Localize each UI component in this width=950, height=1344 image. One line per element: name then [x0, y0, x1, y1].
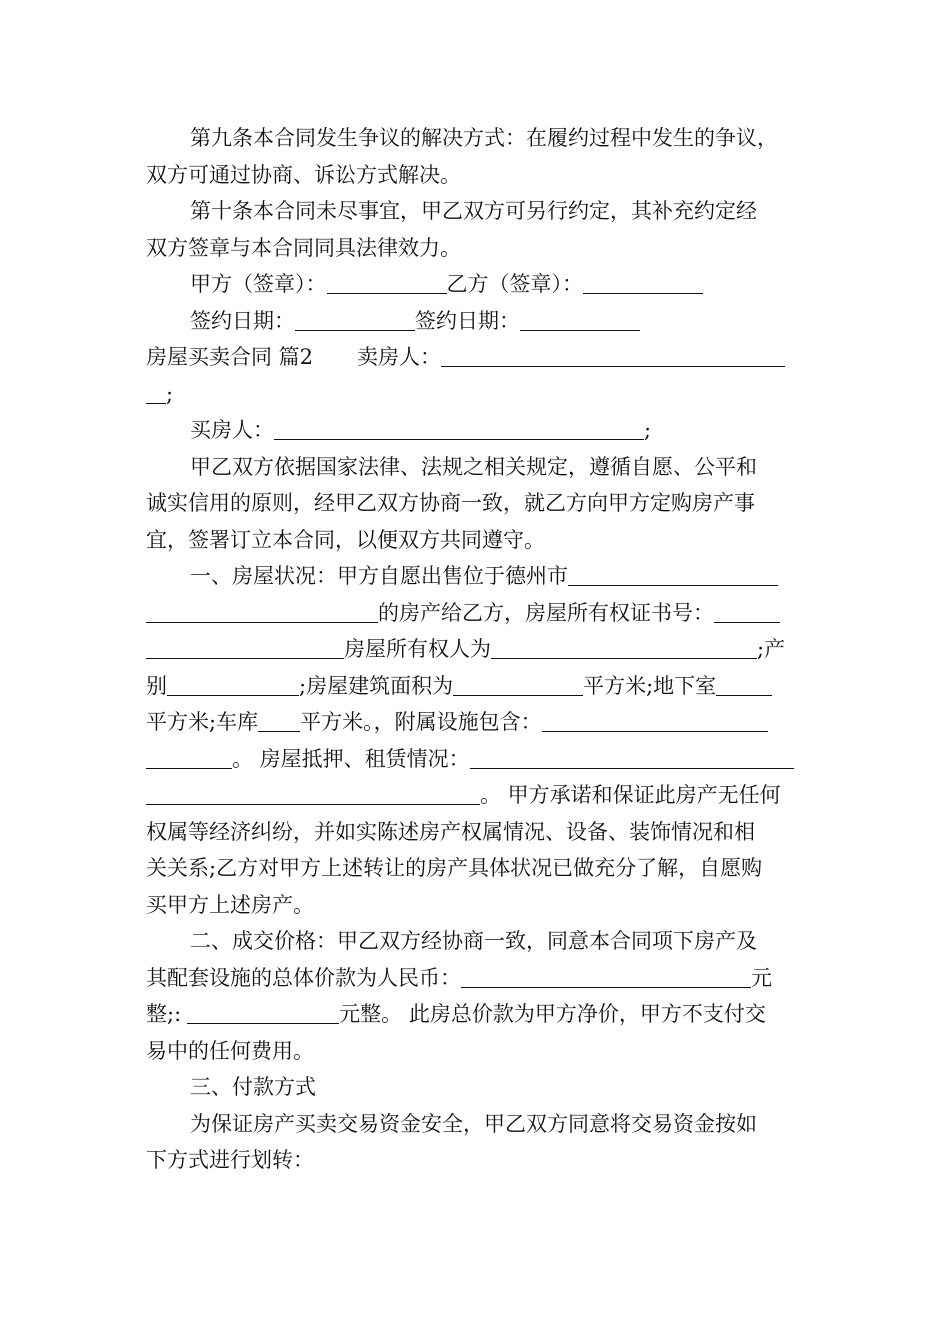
article-10-line-2 [146, 230, 808, 267]
buyer-label: 买房人： [190, 418, 274, 442]
price-whole-label: 整;: [146, 1002, 182, 1026]
garage-blank[interactable] [258, 707, 300, 732]
price-line-2 [146, 960, 808, 997]
buyer-semicolon: ; [644, 418, 652, 442]
guarantee-text: 。 甲方承诺和保证此房产无任何 [480, 783, 781, 807]
house-status-text-9: 关关系;乙方对甲方上述转让的房产具体状况已做充分了解，自愿购 [146, 856, 763, 880]
facilities-blank-continued[interactable] [146, 744, 232, 769]
house-status-line-6 [146, 741, 808, 778]
payment-line-1 [146, 1106, 808, 1143]
price-amount-blank[interactable] [461, 963, 751, 988]
house-status-line-5 [146, 704, 808, 741]
price-text-2: 其配套设施的总体价款为人民币： [146, 965, 461, 990]
article-10-text-1: 第十条本合同未尽事宜，甲乙双方可另行约定，其补充约定经 [190, 199, 757, 223]
party-a-sign-blank[interactable] [327, 269, 447, 294]
house-status-line-7 [146, 777, 808, 814]
article-9-text-1: 第九条本合同发生争议的解决方式：在履约过程中发生的争议， [190, 126, 778, 150]
mortgage-blank-continued[interactable] [146, 780, 480, 805]
seller-label: 卖房人： [357, 345, 442, 369]
price-text-1: 二、成交价格：甲乙双方经协商一致，同意本合同项下房产及 [190, 929, 757, 953]
price-text-3: 元整。 此房总价款为甲方净价，甲方不支付交 [339, 1002, 766, 1026]
house-status-line-3 [146, 631, 808, 668]
payment-line-2 [146, 1142, 808, 1179]
price-line-3 [146, 996, 808, 1033]
price-yuan-label: 元 [751, 965, 772, 990]
garage-label: 平方米;车库 [146, 710, 259, 734]
house-status-text-10: 买甲方上述房产。 [146, 892, 314, 917]
owner-blank[interactable] [491, 634, 757, 659]
certificate-number-blank[interactable] [714, 598, 780, 623]
payment-title: 三、付款方式 [190, 1075, 316, 1099]
property-type-suffix: 别 [146, 673, 167, 698]
house-status-line-1 [146, 558, 808, 595]
price-words-blank[interactable] [187, 999, 339, 1024]
payment-text-2: 下方式进行划转： [146, 1148, 314, 1172]
price-text-4: 易中的任何费用。 [146, 1038, 314, 1063]
property-type-blank[interactable] [167, 671, 299, 696]
area-blank[interactable] [453, 671, 583, 696]
facilities-label: 平方米。，附属设施包含： [300, 710, 542, 734]
basement-label: 平方米;地下室 [583, 673, 717, 698]
house-location-blank-continued[interactable] [146, 598, 378, 623]
owner-label: 房屋所有权人为 [344, 637, 491, 661]
house-status-line-10 [146, 887, 808, 924]
area-label: ;房屋建筑面积为 [299, 673, 454, 698]
sign-date-line [146, 303, 808, 340]
house-status-text-1: 一、房屋状况：甲方自愿出售位于德州市 [190, 564, 568, 588]
signature-line [146, 266, 808, 303]
contract-body [146, 120, 808, 1179]
party-a-sign-label: 甲方（签章）： [190, 272, 327, 296]
article-9-line-1 [146, 120, 808, 157]
house-status-line-8 [146, 814, 808, 851]
seller-continuation-line [146, 376, 808, 413]
intro-text-2: 诚实信用的原则，经甲乙双方协商一致，就乙方向甲方定购房产事 [146, 491, 755, 515]
house-status-text-2: 的房产给乙方，房屋所有权证书号： [378, 600, 714, 625]
mortgage-label: 。 房屋抵押、租赁情况： [232, 746, 470, 771]
intro-line-2 [146, 485, 808, 522]
article-10-text-2: 双方签章与本合同同具法律效力。 [146, 235, 461, 260]
house-status-line-4 [146, 668, 808, 705]
certificate-number-blank-continued[interactable] [146, 634, 344, 659]
seller-blank[interactable] [441, 342, 785, 367]
price-line-4 [146, 1033, 808, 1070]
article-10-line-1 [146, 193, 808, 230]
intro-line-1 [146, 449, 808, 486]
party-b-sign-blank[interactable] [583, 269, 703, 294]
sign-date-label-b: 签约日期： [415, 308, 520, 333]
seller-blank-continued[interactable] [146, 379, 166, 404]
seller-semicolon: ; [166, 381, 174, 406]
buyer-line [146, 412, 808, 449]
intro-line-3 [146, 522, 808, 559]
article-9-line-2 [146, 157, 808, 194]
property-type-prefix: ;产 [757, 637, 786, 661]
mortgage-blank[interactable] [470, 744, 794, 769]
sign-date-blank-a[interactable] [295, 306, 415, 331]
basement-blank[interactable] [716, 671, 772, 696]
house-status-line-2 [146, 595, 808, 632]
house-status-line-9 [146, 850, 808, 887]
house-status-text-8: 权属等经济纠纷，并如实陈述房产权属情况、设备、装饰情况和相 [146, 819, 755, 844]
facilities-blank[interactable] [542, 707, 768, 732]
payment-text-1: 为保证房产买卖交易资金安全，甲乙双方同意将交易资金按如 [190, 1111, 757, 1136]
payment-title-line [146, 1069, 808, 1106]
intro-text-1: 甲乙双方依据国家法律、法规之相关规定，遵循自愿、公平和 [190, 454, 757, 479]
party-b-sign-label: 乙方（签章）： [446, 272, 583, 296]
article-9-text-2: 双方可通过协商、诉讼方式解决。 [146, 162, 461, 187]
section-title: 房屋买卖合同 篇2 [146, 345, 314, 369]
section-title-line [146, 339, 808, 376]
sign-date-label-a: 签约日期： [190, 308, 295, 333]
price-line-1 [146, 923, 808, 960]
intro-text-3: 宜，签署订立本合同，以便双方共同遵守。 [146, 527, 545, 552]
buyer-blank[interactable] [274, 415, 644, 440]
sign-date-blank-b[interactable] [520, 306, 640, 331]
house-location-blank[interactable] [568, 561, 778, 586]
